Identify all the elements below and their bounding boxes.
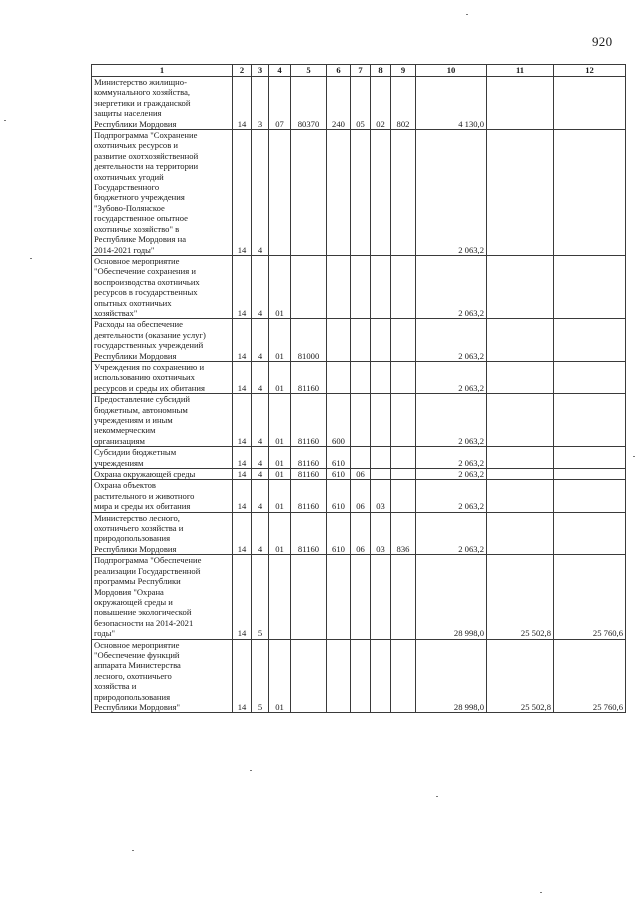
amount-cell-c12 — [554, 255, 626, 318]
row-name-line: Учреждения по сохранению и — [94, 361, 205, 372]
row-name-line: воспроизводства охотничьих — [94, 276, 200, 287]
row-name-cell — [92, 255, 233, 318]
code-cell-c3: 4 — [252, 361, 269, 393]
row-name-line: "Зубово-Полянское — [94, 202, 165, 213]
code-cell-c8 — [371, 255, 391, 318]
table-row — [92, 77, 626, 130]
row-name-line: природопользования — [94, 533, 171, 544]
code-cell-c4: 01 — [269, 480, 291, 512]
row-name-line: государственное опытное — [94, 213, 188, 224]
row-name-cell — [92, 130, 233, 256]
row-name-line: Охрана окружающей среды — [94, 469, 196, 480]
row-name-line: Предоставление субсидий — [94, 394, 191, 405]
amount-cell-c10: 2 063,2 — [416, 130, 487, 256]
code-cell-c4: 01 — [269, 361, 291, 393]
row-name-line: ресурсов и среды их обитания — [94, 382, 205, 393]
code-cell-c4 — [269, 555, 291, 639]
column-header-9: 9 — [391, 65, 416, 77]
row-name-cell — [92, 77, 233, 130]
code-cell-c5: 81160 — [291, 480, 327, 512]
amount-cell-c11 — [487, 480, 554, 512]
row-name-line: использованию охотничьих — [94, 372, 195, 383]
code-cell-c2: 14 — [233, 447, 252, 469]
row-name-line: Государственного — [94, 182, 160, 193]
code-cell-c9: 836 — [391, 512, 416, 555]
amount-cell-c12: 25 760,6 — [554, 555, 626, 639]
code-cell-c3: 3 — [252, 77, 269, 130]
row-name-line: энергетики и гражданской — [94, 97, 191, 108]
table-row — [92, 480, 626, 512]
row-name-line: Республики Мордовия — [94, 543, 177, 554]
row-name-line: учреждениям — [94, 457, 144, 468]
amount-cell-c12 — [554, 480, 626, 512]
code-cell-c2: 14 — [233, 255, 252, 318]
row-name-line: реализации Государственной — [94, 565, 201, 576]
amount-cell-c10: 2 063,2 — [416, 255, 487, 318]
row-name-line: деятельности (оказание услуг) — [94, 329, 206, 340]
row-name-line: Министерство жилищно- — [94, 77, 187, 87]
amount-cell-c10: 2 063,2 — [416, 319, 487, 362]
amount-cell-c11 — [487, 394, 554, 447]
page-number: 920 — [592, 34, 613, 49]
code-cell-c2: 14 — [233, 394, 252, 447]
row-name-line: охотничьего хозяйства и — [94, 523, 184, 534]
row-name-line: опытных охотничьих — [94, 297, 172, 308]
code-cell-c4: 01 — [269, 319, 291, 362]
amount-cell-c11 — [487, 361, 554, 393]
row-name-line: государственных учреждений — [94, 340, 204, 351]
code-cell-c8 — [371, 130, 391, 256]
amount-cell-c12 — [554, 469, 626, 480]
code-cell-c6 — [327, 255, 351, 318]
column-header-2: 2 — [233, 65, 252, 77]
row-name-line: некоммерческим — [94, 425, 156, 436]
row-name-line: Республики Мордовия — [94, 350, 177, 361]
code-cell-c9 — [391, 447, 416, 469]
amount-cell-c11 — [487, 447, 554, 469]
code-cell-c9 — [391, 255, 416, 318]
column-header-4: 4 — [269, 65, 291, 77]
row-name-line: годы" — [94, 628, 116, 639]
code-cell-c4 — [269, 130, 291, 256]
code-cell-c7 — [351, 255, 371, 318]
code-cell-c2: 14 — [233, 361, 252, 393]
code-cell-c2: 14 — [233, 77, 252, 130]
code-cell-c7: 06 — [351, 469, 371, 480]
amount-cell-c12 — [554, 394, 626, 447]
code-cell-c4: 01 — [269, 639, 291, 713]
amount-cell-c12 — [554, 512, 626, 555]
amount-cell-c10: 2 063,2 — [416, 469, 487, 480]
code-cell-c2: 14 — [233, 469, 252, 480]
row-name-cell — [92, 555, 233, 639]
row-name-line: организациям — [94, 435, 145, 446]
code-cell-c5: 81160 — [291, 469, 327, 480]
code-cell-c3: 4 — [252, 130, 269, 256]
code-cell-c9 — [391, 555, 416, 639]
row-name-line: растительного и животного — [94, 490, 195, 501]
amount-cell-c12 — [554, 77, 626, 130]
row-name-line: деятельности на территории — [94, 161, 199, 172]
column-header-10: 10 — [416, 65, 487, 77]
table-row — [92, 469, 626, 480]
code-cell-c6 — [327, 319, 351, 362]
code-cell-c7 — [351, 447, 371, 469]
amount-cell-c10: 2 063,2 — [416, 394, 487, 447]
code-cell-c7 — [351, 555, 371, 639]
row-name-line: мира и среды их обитания — [94, 501, 191, 512]
row-name-line: учреждениям и иным — [94, 415, 173, 425]
code-cell-c5: 81000 — [291, 319, 327, 362]
row-name-line: охотничье хозяйство" в — [94, 223, 180, 234]
row-name-line: безопасности на 2014-2021 — [94, 617, 194, 628]
column-header-3: 3 — [252, 65, 269, 77]
code-cell-c8 — [371, 639, 391, 713]
row-name-line: Мордовия "Охрана — [94, 586, 164, 597]
column-header-6: 6 — [327, 65, 351, 77]
code-cell-c2: 14 — [233, 639, 252, 713]
row-name-line: коммунального хозяйства, — [94, 87, 191, 98]
code-cell-c4: 01 — [269, 469, 291, 480]
row-name-line: Охрана объектов — [94, 480, 156, 491]
code-cell-c5: 80370 — [291, 77, 327, 130]
row-name-line: Расходы на обеспечение — [94, 319, 183, 330]
code-cell-c3: 4 — [252, 512, 269, 555]
amount-cell-c11 — [487, 255, 554, 318]
amount-cell-c11 — [487, 319, 554, 362]
code-cell-c7: 06 — [351, 480, 371, 512]
row-name-line: хозяйства и — [94, 681, 137, 692]
column-header-7: 7 — [351, 65, 371, 77]
code-cell-c3: 4 — [252, 447, 269, 469]
code-cell-c8: 03 — [371, 512, 391, 555]
code-cell-c3: 5 — [252, 555, 269, 639]
code-cell-c5 — [291, 555, 327, 639]
table-row — [92, 319, 626, 362]
code-cell-c7 — [351, 394, 371, 447]
budget-table — [91, 64, 626, 713]
code-cell-c9 — [391, 639, 416, 713]
row-name-line: Республики Мордовия — [94, 118, 177, 129]
code-cell-c8: 03 — [371, 480, 391, 512]
row-name-line: повышение экологической — [94, 607, 192, 618]
row-name-cell — [92, 480, 233, 512]
code-cell-c6: 610 — [327, 512, 351, 555]
code-cell-c6: 610 — [327, 469, 351, 480]
row-name-line: "Обеспечение сохранения и — [94, 266, 196, 277]
code-cell-c8 — [371, 394, 391, 447]
row-name-cell — [92, 639, 233, 713]
code-cell-c4: 01 — [269, 512, 291, 555]
code-cell-c9: 802 — [391, 77, 416, 130]
row-name-line: охотничьих ресурсов и — [94, 140, 179, 151]
amount-cell-c11 — [487, 130, 554, 256]
row-name-cell — [92, 469, 233, 480]
amount-cell-c10: 2 063,2 — [416, 361, 487, 393]
table-row — [92, 512, 626, 555]
amount-cell-c11 — [487, 469, 554, 480]
code-cell-c9 — [391, 319, 416, 362]
row-name-line: 2014-2021 годы" — [94, 244, 155, 255]
code-cell-c9 — [391, 394, 416, 447]
table-row — [92, 394, 626, 447]
code-cell-c2: 14 — [233, 480, 252, 512]
code-cell-c2: 14 — [233, 512, 252, 555]
table-body — [92, 77, 626, 713]
row-name-cell — [92, 512, 233, 555]
code-cell-c5 — [291, 255, 327, 318]
code-cell-c7 — [351, 361, 371, 393]
row-name-line: ресурсов в государственных — [94, 287, 198, 298]
table-header-row — [92, 65, 626, 77]
row-name-line: "Обеспечение функций — [94, 649, 180, 660]
code-cell-c2: 14 — [233, 555, 252, 639]
code-cell-c7 — [351, 130, 371, 256]
code-cell-c4: 01 — [269, 255, 291, 318]
code-cell-c5 — [291, 639, 327, 713]
code-cell-c7 — [351, 319, 371, 362]
row-name-line: Республике Мордовия на — [94, 234, 187, 245]
amount-cell-c10: 2 063,2 — [416, 480, 487, 512]
code-cell-c6 — [327, 639, 351, 713]
row-name-line: Подпрограмма "Сохранение — [94, 130, 198, 141]
amount-cell-c12 — [554, 319, 626, 362]
row-name-cell — [92, 361, 233, 393]
row-name-line: охотничьих угодий — [94, 171, 164, 182]
table-row — [92, 555, 626, 639]
row-name-line: бюджетным, автономным — [94, 404, 188, 415]
code-cell-c8 — [371, 555, 391, 639]
code-cell-c7: 06 — [351, 512, 371, 555]
code-cell-c6 — [327, 361, 351, 393]
row-name-line: Министерство лесного, — [94, 512, 180, 523]
row-name-line: хозяйствах" — [94, 307, 138, 318]
row-name-line: Основное мероприятие — [94, 255, 180, 266]
row-name-cell — [92, 447, 233, 469]
amount-cell-c10: 2 063,2 — [416, 512, 487, 555]
code-cell-c8 — [371, 361, 391, 393]
column-header-5: 5 — [291, 65, 327, 77]
row-name-line: защиты населения — [94, 108, 162, 119]
row-name-line: Субсидии бюджетным — [94, 447, 177, 458]
code-cell-c6: 610 — [327, 447, 351, 469]
code-cell-c6: 600 — [327, 394, 351, 447]
amount-cell-c10: 2 063,2 — [416, 447, 487, 469]
code-cell-c5: 81160 — [291, 512, 327, 555]
code-cell-c5: 81160 — [291, 361, 327, 393]
code-cell-c8: 02 — [371, 77, 391, 130]
code-cell-c9 — [391, 130, 416, 256]
column-header-12: 12 — [554, 65, 626, 77]
row-name-line: аппарата Министерства — [94, 660, 181, 671]
row-name-line: лесного, охотничьего — [94, 670, 172, 681]
code-cell-c8 — [371, 447, 391, 469]
code-cell-c5 — [291, 130, 327, 256]
code-cell-c6 — [327, 130, 351, 256]
amount-cell-c12 — [554, 130, 626, 256]
row-name-line: развитие охотхозяйственной — [94, 150, 199, 161]
code-cell-c6: 240 — [327, 77, 351, 130]
table-row — [92, 255, 626, 318]
table-row — [92, 130, 626, 256]
column-header-11: 11 — [487, 65, 554, 77]
code-cell-c3: 4 — [252, 319, 269, 362]
code-cell-c7 — [351, 639, 371, 713]
code-cell-c6 — [327, 555, 351, 639]
amount-cell-c12: 25 760,6 — [554, 639, 626, 713]
amount-cell-c10: 28 998,0 — [416, 555, 487, 639]
amount-cell-c12 — [554, 447, 626, 469]
table-row — [92, 361, 626, 393]
row-name-cell — [92, 394, 233, 447]
row-name-line: бюджетного учреждения — [94, 192, 185, 203]
code-cell-c5: 81160 — [291, 394, 327, 447]
code-cell-c8 — [371, 469, 391, 480]
code-cell-c3: 5 — [252, 639, 269, 713]
amount-cell-c12 — [554, 361, 626, 393]
code-cell-c3: 4 — [252, 480, 269, 512]
code-cell-c9 — [391, 480, 416, 512]
column-header-1: 1 — [92, 65, 233, 77]
code-cell-c3: 4 — [252, 469, 269, 480]
row-name-line: Республики Мордовия" — [94, 701, 180, 712]
row-name-line: окружающей среды и — [94, 596, 173, 607]
code-cell-c6: 610 — [327, 480, 351, 512]
row-name-cell — [92, 319, 233, 362]
code-cell-c2: 14 — [233, 130, 252, 256]
code-cell-c7: 05 — [351, 77, 371, 130]
code-cell-c8 — [371, 319, 391, 362]
code-cell-c9 — [391, 361, 416, 393]
amount-cell-c11: 25 502,8 — [487, 639, 554, 713]
amount-cell-c10: 4 130,0 — [416, 77, 487, 130]
code-cell-c4: 07 — [269, 77, 291, 130]
row-name-line: Основное мероприятие — [94, 639, 180, 650]
code-cell-c3: 4 — [252, 394, 269, 447]
table-row — [92, 639, 626, 713]
code-cell-c4: 01 — [269, 394, 291, 447]
code-cell-c2: 14 — [233, 319, 252, 362]
code-cell-c3: 4 — [252, 255, 269, 318]
amount-cell-c11 — [487, 512, 554, 555]
column-header-8: 8 — [371, 65, 391, 77]
amount-cell-c10: 28 998,0 — [416, 639, 487, 713]
row-name-line: природопользования — [94, 691, 171, 702]
code-cell-c4: 01 — [269, 447, 291, 469]
row-name-line: Подпрограмма "Обеспечение — [94, 555, 202, 566]
table-row — [92, 447, 626, 469]
code-cell-c9 — [391, 469, 416, 480]
row-name-line: программы Республики — [94, 576, 181, 587]
amount-cell-c11 — [487, 77, 554, 130]
amount-cell-c11: 25 502,8 — [487, 555, 554, 639]
code-cell-c5: 81160 — [291, 447, 327, 469]
